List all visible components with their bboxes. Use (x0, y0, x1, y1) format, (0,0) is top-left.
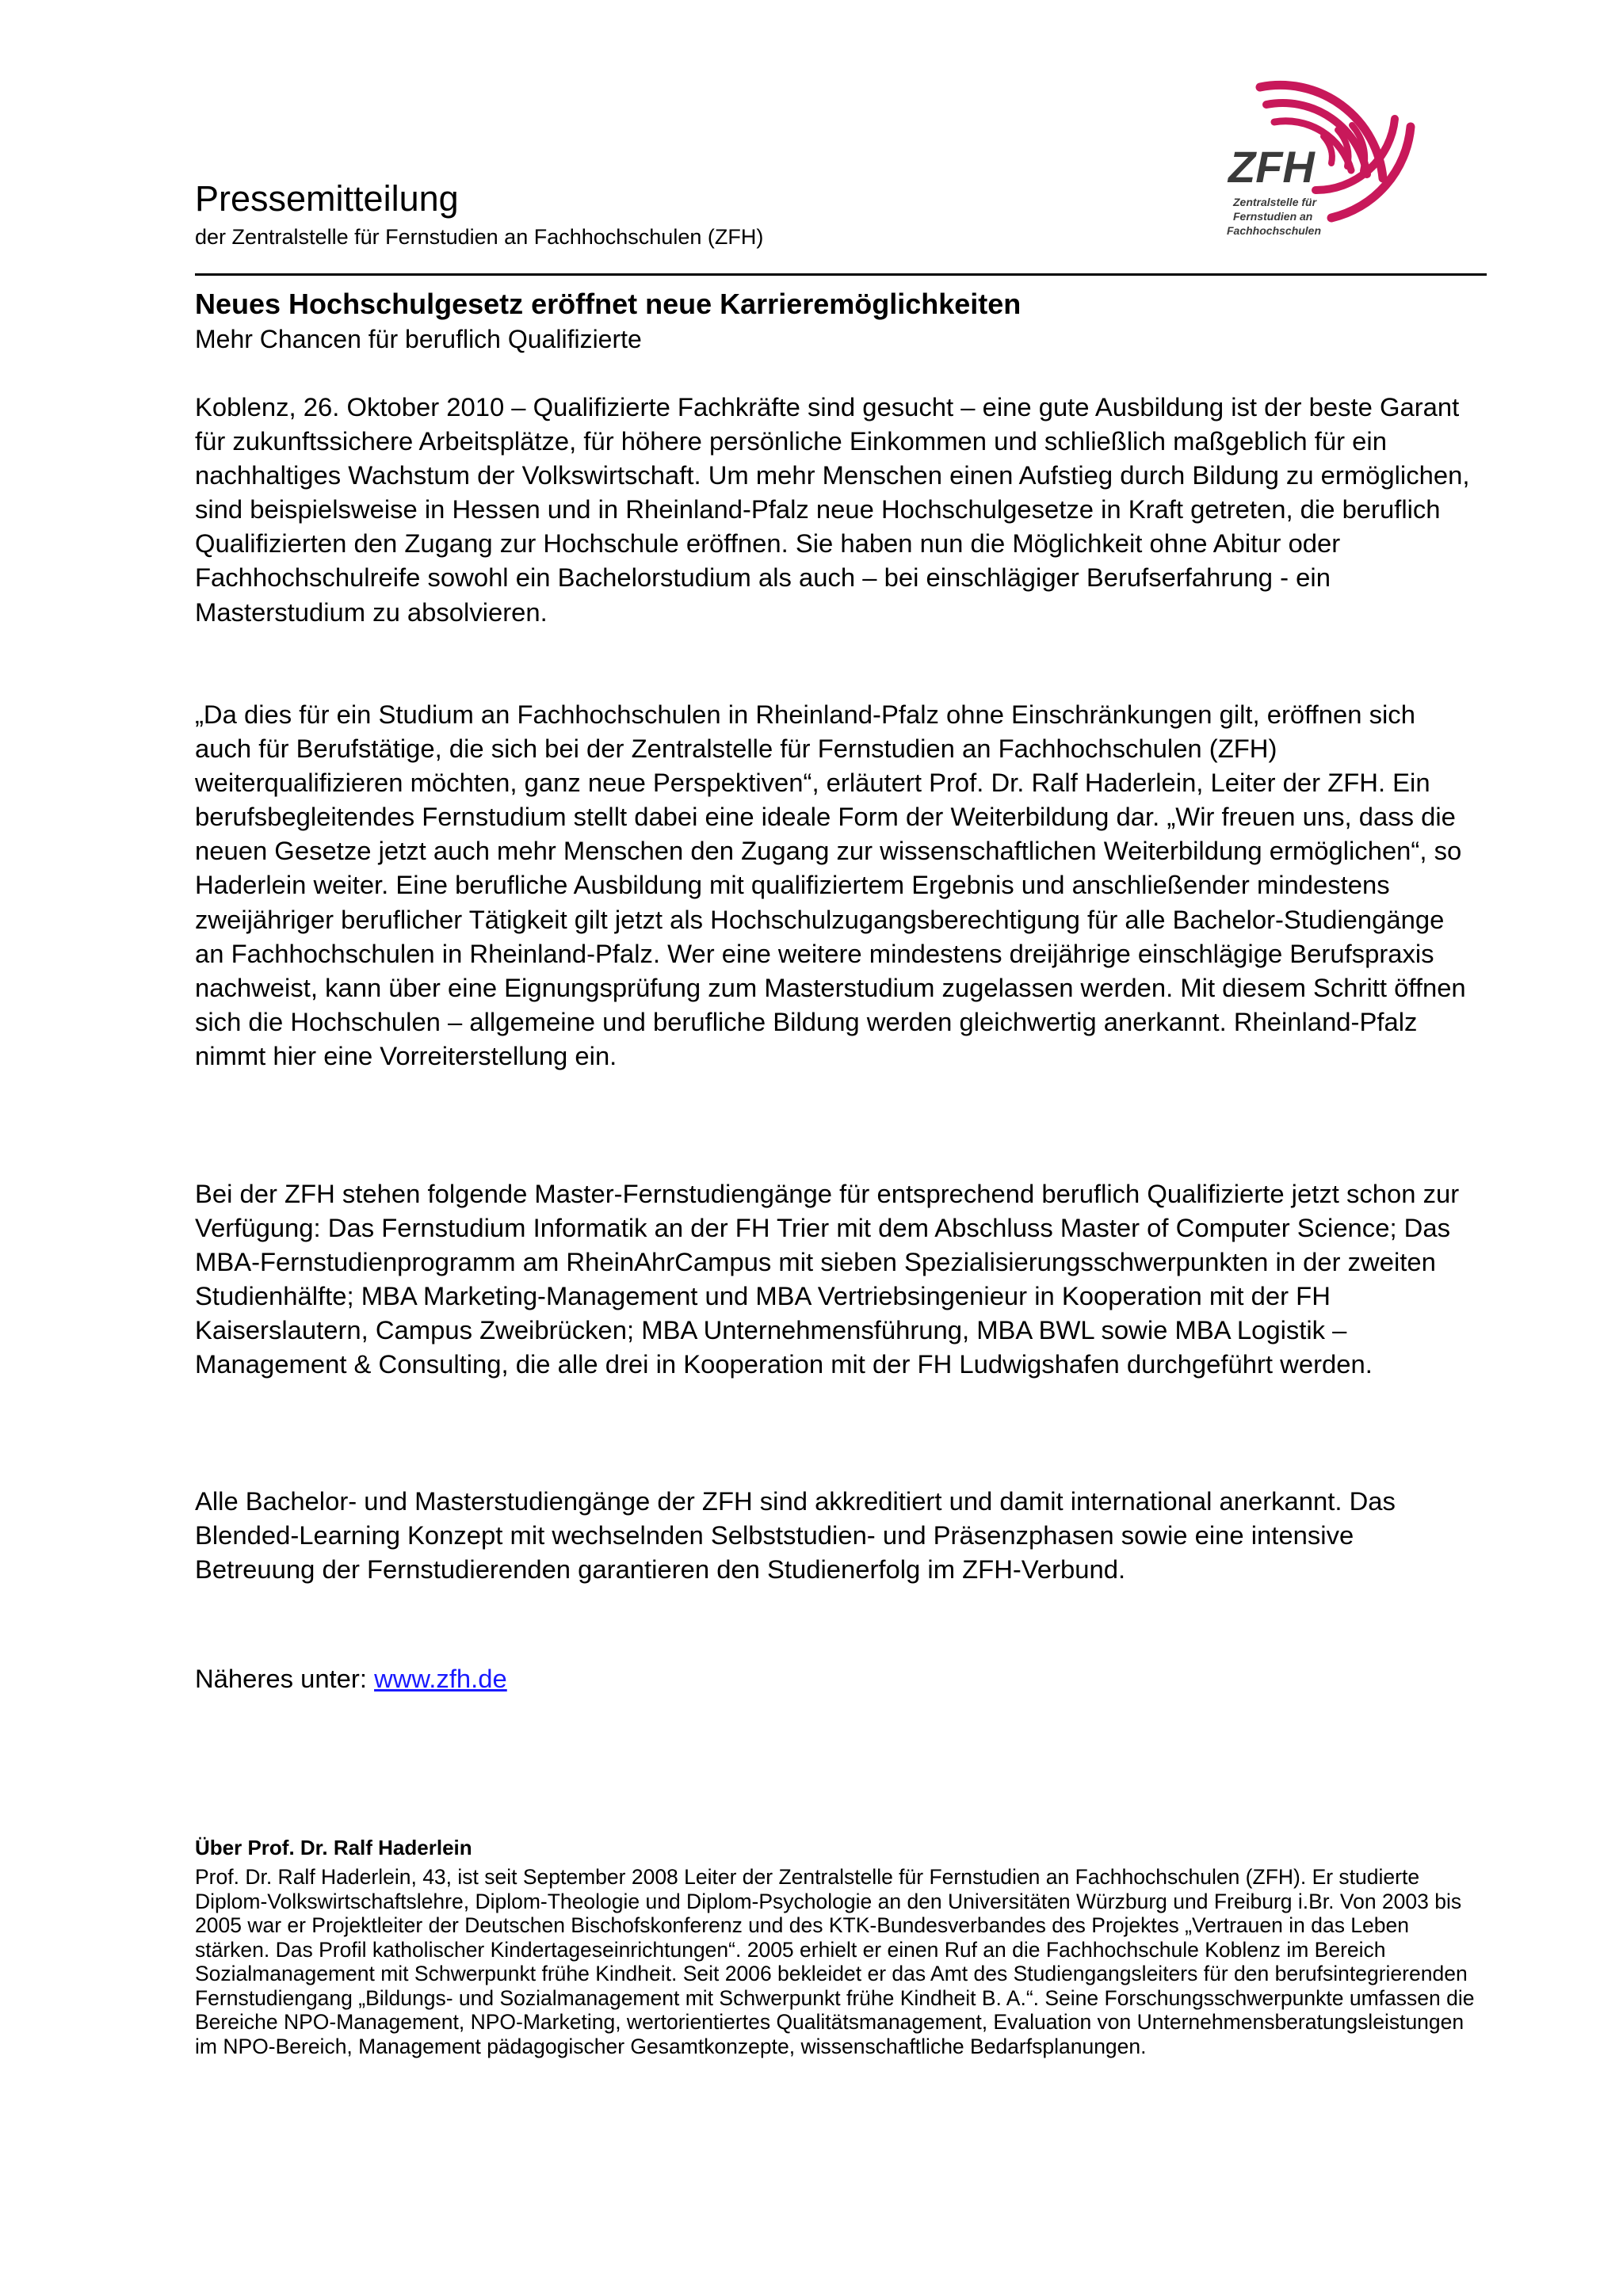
header-divider (195, 273, 1487, 276)
paragraph-more-info (195, 1661, 1479, 1695)
page-title: Pressemitteilung (195, 178, 459, 219)
logo-line-1: Zentralstelle für (1233, 196, 1317, 208)
logo-acronym: ZFH (1228, 142, 1315, 192)
page-subtitle: der Zentralstelle für Fernstudien an Fachhochschulen (ZFH) (195, 225, 764, 249)
about-heading: Über Prof. Dr. Ralf Haderlein (195, 1836, 472, 1859)
zfh-website-link[interactable]: www.zfh.de (374, 1664, 507, 1693)
paragraph-accreditation: Alle Bachelor- und Masterstudiengänge der ZFH sind akkreditiert und damit international anerkannt. Das Blended-Learning Konzept mit wechselnden Selbststudien- und Präsenzphasen sowie eine intensive Betreuung der Fernstudierenden garantieren den Studienerfolg im ZFH-Verbund. (195, 1486, 1396, 1585)
logo-line-2: Fernstudien an (1233, 210, 1313, 223)
subheadline: Mehr Chancen für beruflich Qualifizierte (195, 325, 642, 353)
paragraph-intro: Koblenz, 26. Oktober 2010 – Qualifizierte Fachkräfte sind gesucht – eine gute Ausbildung ist der beste Garant für zukunftssichere Arbeitsplätze, für höhere persönliche Einkommen und schließlich maßgeblich für ein nachhaltiges Wachstum der Volkswirtschaft. Um mehr Menschen einen Aufstieg durch Bildung zu ermöglichen, sind beispielsweise in Hessen und in Rheinland-Pfalz neue Hochschulgesetze in Kraft getreten, die beruflich Qualifizierten den Zugang zur Hochschule eröffnen. Sie haben nun die Möglichkeit ohne Abitur oder Fachhochschulreife sowohl ein Bachelorstudium als auch – bei einschlägiger Berufserfahrung - ein Masterstudium zu absolvieren. (195, 392, 1470, 627)
headline: Neues Hochschulgesetz eröffnet neue Karrieremöglichkeiten (195, 288, 1022, 320)
logo-line-3: Fachhochschulen (1227, 224, 1322, 237)
about-text: Prof. Dr. Ralf Haderlein, 43, ist seit September 2008 Leiter der Zentralstelle für Fernstudien an Fachhochschulen (ZFH). Er studierte Diplom-Volkswirtschaftslehre, Diplom-Theologie und Diplom-Psychologie an den Universitäten Würzburg und Freiburg i.Br. Von 2003 bis 2005 war er Projektleiter der Deutschen Bischofskonferenz und des KTK-Bundesverbandes des Projektes „Vertrauen in das Leben stärken. Das Profil katholischer Kindertageseinrichtungen“. 2005 erhielt er einen Ruf an die Fachhochschule Koblenz im Bereich Sozialmanagement mit Schwerpunkt frühe Kindheit. Seit 2006 bekleidet er das Amt des Studiengangsleiters für den berufsintegrierenden Fernstudiengang „Bildungs- und Sozialmanagement mit Schwerpunkt frühe Kindheit B. A.“. Seine Forschungsschwerpunkte umfassen die Bereiche NPO-Management, NPO-Marketing, wertorientiertes Qualitätsmanagement, Evaluation von Unternehmensberatungsleistungen im NPO-Bereich, Management pädagogischer Gesamtkonzepte, wissenschaftliche Bedarfsplanungen. (195, 1865, 1475, 2058)
paragraph-quote: „Da dies für ein Studium an Fachhochschulen in Rheinland-Pfalz ohne Einschränkungen gilt, eröffnen sich auch für Berufstätige, die sich bei der Zentralstelle für Fernstudien an Fachhochschulen (ZFH) weiterqualifizieren möchten, ganz neue Perspektiven“, erläutert Prof. Dr. Ralf Haderlein, Leiter der ZFH. Ein berufsbegleitendes Fernstudium stellt dabei eine ideale Form der Weiterbildung dar. „Wir freuen uns, dass die neuen Gesetze jetzt auch mehr Menschen den Zugang zur wissenschaftlichen Weiterbildung ermöglichen“, so Haderlein weiter. Eine berufliche Ausbildung mit qualifiziertem Ergebnis und anschließender mindestens zweijähriger beruflicher Tätigkeit gilt jetzt als Hochschulzugangsberechtigung für alle Bachelor-Studiengänge an Fachhochschulen in Rheinland-Pfalz. Wer eine weitere mindestens dreijährige einschlägige Berufspraxis nachweist, kann über eine Eignungsprüfung zum Masterstudium zugelassen werden. Mit diesem Schritt öffnen sich die Hochschulen – allgemeine und berufliche Bildung werden gleichwertig anerkannt. Rheinland-Pfalz nimmt hier eine Vorreiterstellung ein. (195, 700, 1466, 1070)
zfh-logo (1212, 63, 1419, 254)
paragraph-programs: Bei der ZFH stehen folgende Master-Fernstudiengänge für entsprechend beruflich Qualifizierte jetzt schon zur Verfügung: Das Fernstudium Informatik an der FH Trier mit dem Abschluss Master of Computer Science; Das MBA-Fernstudienprogramm am RheinAhrCampus mit sieben Spezialisierungsschwerpunkten in der zweiten Studienhälfte; MBA Marketing-Management und MBA Vertriebsingenieur in Kooperation mit der FH Kaiserslautern, Campus Zweibrücken; MBA Unternehmensführung, MBA BWL sowie MBA Logistik – Management & Consulting, die alle drei in Kooperation mit der FH Ludwigshafen durchgeführt werden. (195, 1179, 1460, 1379)
more-info-label: Näheres unter: (195, 1664, 375, 1693)
